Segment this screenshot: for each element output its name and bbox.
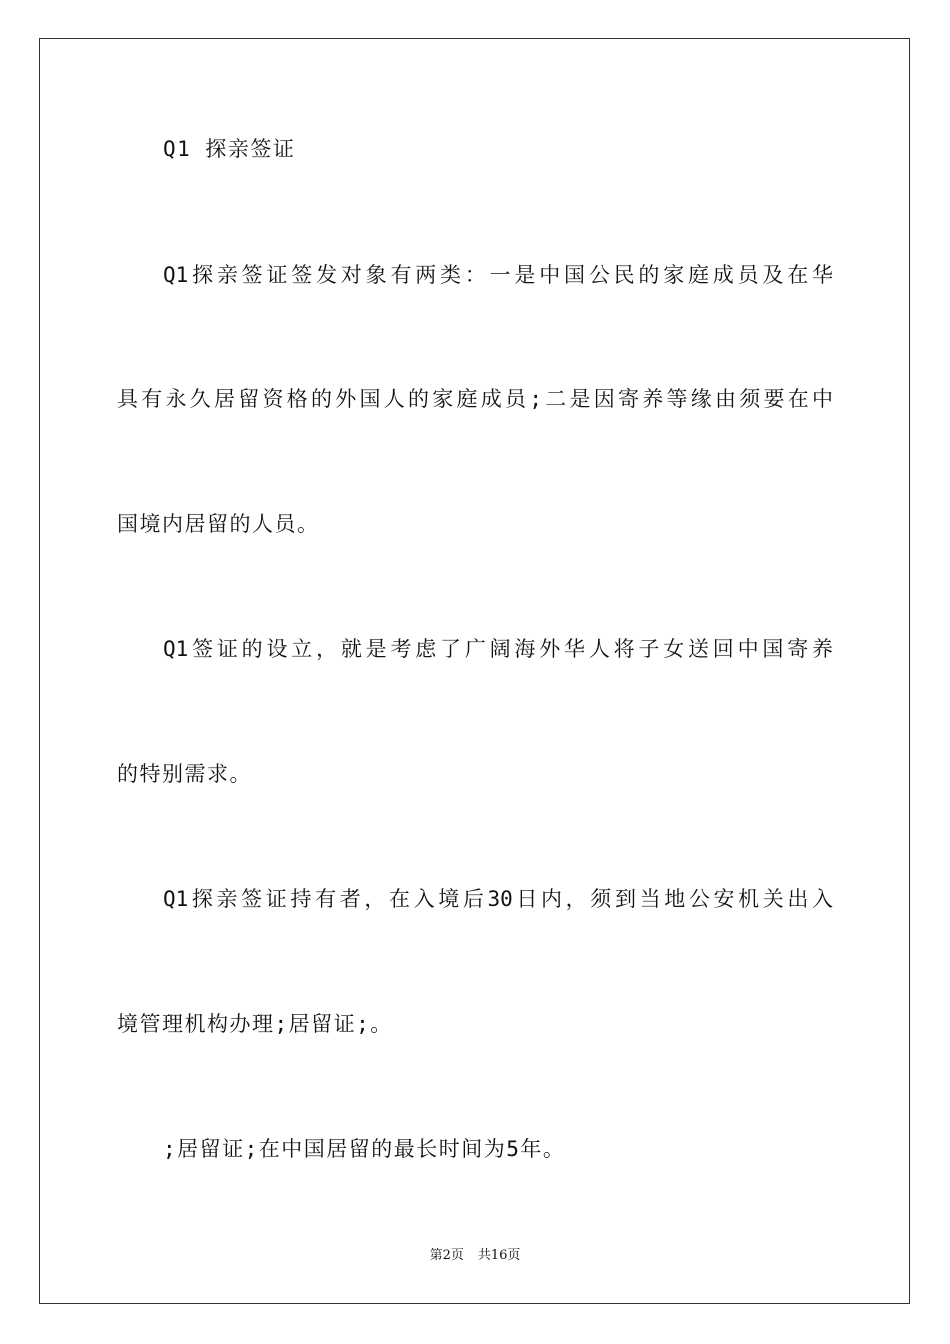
- paragraph-4-line-1: ;居留证;在中国居留的最长时间为5年。: [163, 1137, 566, 1161]
- page-border: [39, 38, 910, 1304]
- paragraph-3-line-2: 境管理机构办理;居留证;。: [117, 1012, 393, 1036]
- paragraph-2-line-1: Q1签证的设立，就是考虑了广阔海外华人将子女送回中国寄养: [163, 637, 833, 661]
- page-total: 共16页: [477, 1248, 521, 1263]
- paragraph-1-line-2: 具有永久居留资格的外国人的家庭成员;二是因寄养等缘由须要在中: [117, 387, 833, 411]
- paragraph-1-line-1: Q1探亲签证签发对象有两类：一是中国公民的家庭成员及在华: [163, 263, 833, 287]
- paragraph-3-line-1: Q1探亲签证持有者，在入境后30日内，须到当地公安机关出入: [163, 887, 833, 911]
- section-heading: Q1 探亲签证: [163, 137, 296, 161]
- paragraph-1-line-3: 国境内居留的人员。: [117, 512, 320, 536]
- page-footer: [0, 1248, 950, 1264]
- page-number: 第2页: [429, 1248, 464, 1263]
- paragraph-2-line-2: 的特别需求。: [117, 762, 252, 786]
